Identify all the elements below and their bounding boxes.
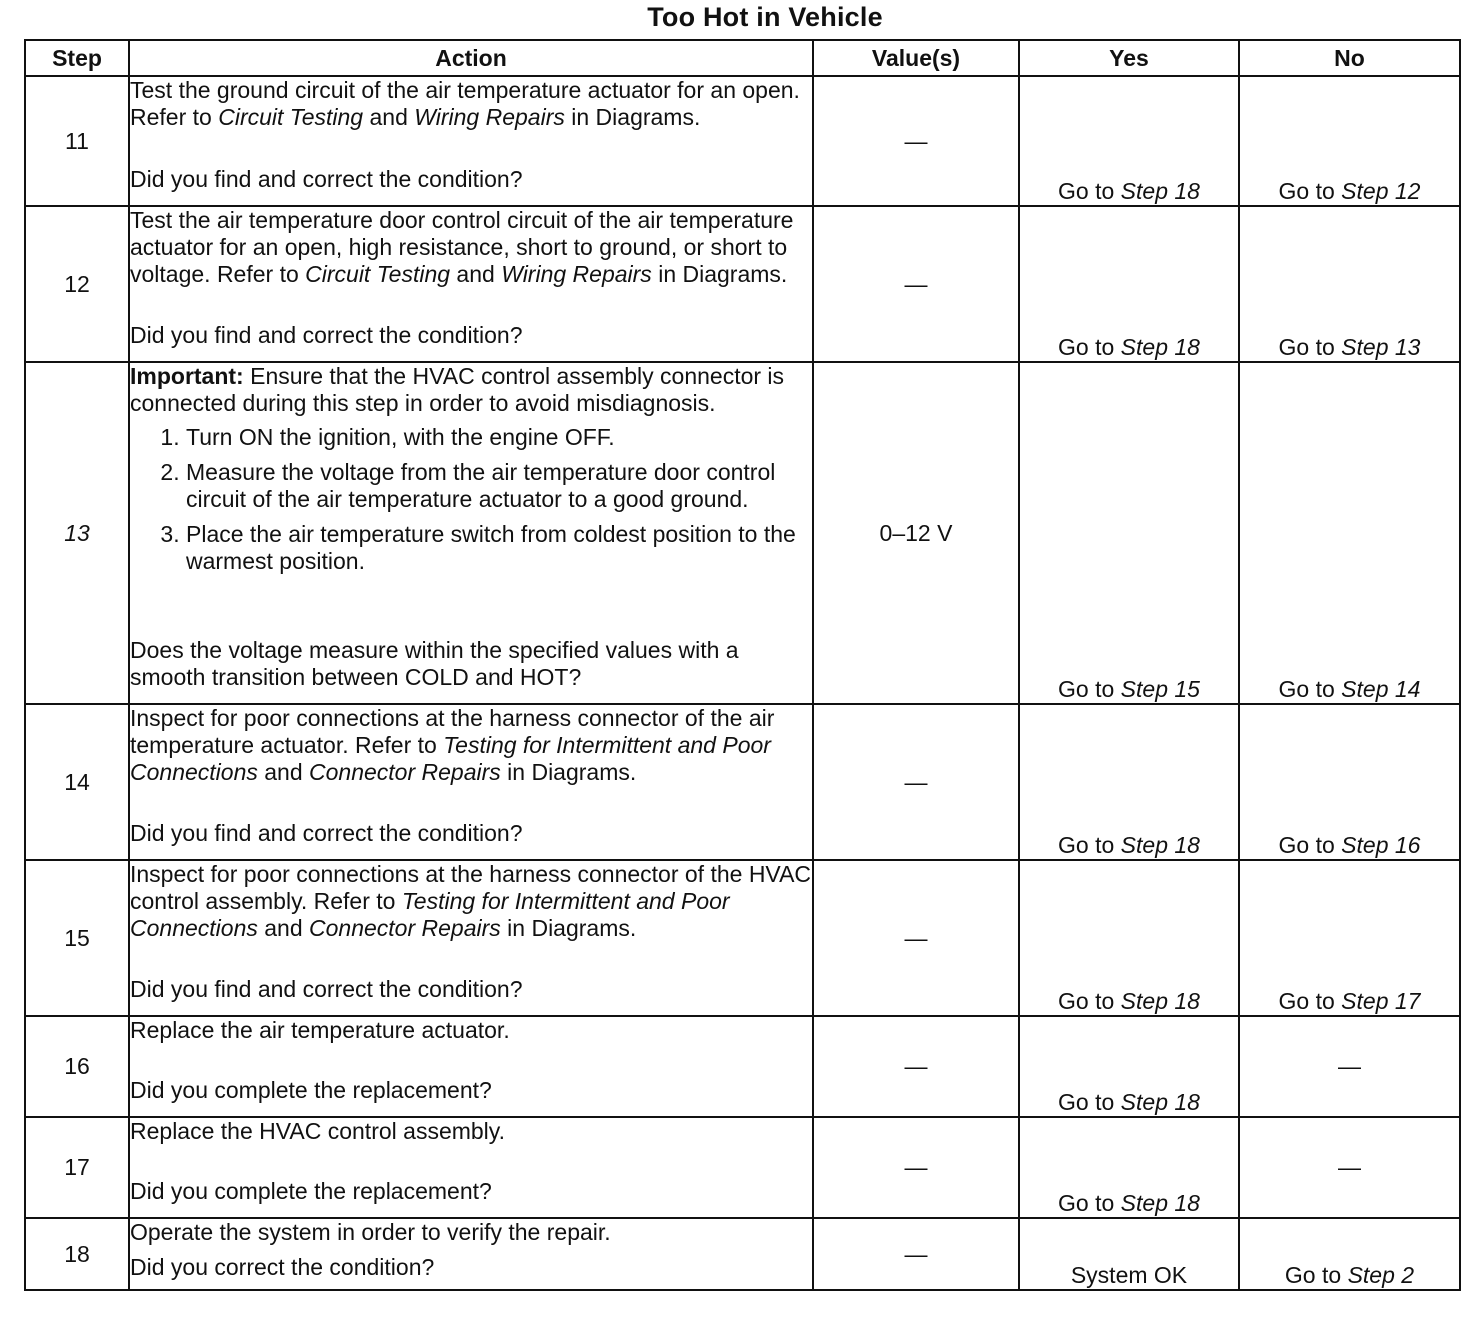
value-cell: — bbox=[813, 704, 1019, 860]
no-cell: Go to Step 12 bbox=[1239, 76, 1460, 206]
reference-connector-repairs: Connector Repairs bbox=[309, 759, 501, 785]
procedure-step: 3. Place the air temperature switch from coldest position to the warmest position. bbox=[186, 521, 812, 575]
action-cell bbox=[129, 704, 813, 860]
yes-cell: Go to Step 15 bbox=[1019, 362, 1239, 704]
yes-cell: Go to Step 18 bbox=[1019, 76, 1239, 206]
action-question: Did you find and correct the condition? bbox=[130, 976, 523, 1002]
goto-step-link: Step 2 bbox=[1347, 1262, 1415, 1288]
reference-testing-intermittent: Testing for Intermittent and Poor Connections bbox=[130, 888, 730, 941]
value-cell: — bbox=[813, 1016, 1019, 1117]
no-cell: Go to Step 14 bbox=[1239, 362, 1460, 704]
value-cell: — bbox=[813, 1117, 1019, 1218]
value-cell: — bbox=[813, 860, 1019, 1016]
yes-cell: Go to Step 18 bbox=[1019, 1016, 1239, 1117]
action-cell bbox=[129, 1016, 813, 1117]
important-label: Important: bbox=[130, 363, 244, 389]
table-row-step-14 bbox=[25, 704, 1460, 860]
goto-step-link: Step 17 bbox=[1341, 988, 1421, 1014]
yes-cell: Go to Step 18 bbox=[1019, 206, 1239, 362]
step-number: 16 bbox=[25, 1016, 129, 1117]
goto-step-link: Step 18 bbox=[1120, 832, 1200, 858]
step-number: 14 bbox=[25, 704, 129, 860]
action-question: Did you find and correct the condition? bbox=[130, 820, 523, 846]
action-text: Replace the air temperature actuator. bbox=[130, 1017, 510, 1043]
no-cell: — bbox=[1239, 1016, 1460, 1117]
procedure-step: 1. Turn ON the ignition, with the engine OFF. bbox=[186, 424, 812, 451]
table-row-step-15 bbox=[25, 860, 1460, 1016]
no-cell: Go to Step 2 bbox=[1239, 1218, 1460, 1290]
table-row-step-18 bbox=[25, 1218, 1460, 1290]
header-action: Action bbox=[129, 40, 813, 76]
action-text: Operate the system in order to verify the repair. bbox=[130, 1219, 611, 1245]
goto-step-link: Step 14 bbox=[1341, 676, 1421, 702]
action-text: Inspect for poor connections at the harness connector of the air temperature actuator. Refer to Testing for Intermittent and Poor Connections and Connector Repairs in Diagrams. bbox=[130, 705, 775, 785]
no-cell: — bbox=[1239, 1117, 1460, 1218]
action-cell bbox=[129, 362, 813, 704]
header-no: No bbox=[1239, 40, 1460, 76]
step-number: 18 bbox=[25, 1218, 129, 1290]
action-text: Test the ground circuit of the air temperature actuator for an open. Refer to Circuit Testing and Wiring Repairs in Diagrams. bbox=[130, 77, 800, 130]
no-cell: Go to Step 17 bbox=[1239, 860, 1460, 1016]
goto-step-link: Step 13 bbox=[1341, 334, 1421, 360]
step-number: 12 bbox=[25, 206, 129, 362]
goto-step-link: Step 16 bbox=[1341, 832, 1421, 858]
reference-connector-repairs: Connector Repairs bbox=[309, 915, 501, 941]
value-cell: — bbox=[813, 1218, 1019, 1290]
action-cell bbox=[129, 1117, 813, 1218]
procedure-list bbox=[130, 424, 812, 575]
action-cell bbox=[129, 76, 813, 206]
yes-cell: Go to Step 18 bbox=[1019, 1117, 1239, 1218]
reference-testing-intermittent: Testing for Intermittent and Poor Connections bbox=[130, 732, 771, 785]
action-text: Replace the HVAC control assembly. bbox=[130, 1118, 505, 1144]
action-question: Did you find and correct the condition? bbox=[130, 166, 523, 192]
goto-step-link: Step 18 bbox=[1120, 178, 1200, 204]
reference-circuit-testing: Circuit Testing bbox=[218, 104, 364, 130]
header-step: Step bbox=[25, 40, 129, 76]
action-question: Did you correct the condition? bbox=[130, 1254, 435, 1280]
goto-step-link: Step 18 bbox=[1120, 988, 1200, 1014]
no-cell: Go to Step 13 bbox=[1239, 206, 1460, 362]
important-note: Important: Ensure that the HVAC control assembly connector is connected during this step in order to avoid misdiagnosis. bbox=[130, 363, 785, 416]
step-number: 15 bbox=[25, 860, 129, 1016]
table-row-step-17 bbox=[25, 1117, 1460, 1218]
header-values: Value(s) bbox=[813, 40, 1019, 76]
goto-step-link: Step 18 bbox=[1120, 1089, 1200, 1115]
yes-cell: Go to Step 18 bbox=[1019, 860, 1239, 1016]
action-question: Does the voltage measure within the specified values with a smooth transition between COLD and HOT? bbox=[130, 637, 739, 690]
step-number: 11 bbox=[25, 76, 129, 206]
table-row-step-12 bbox=[25, 206, 1460, 362]
reference-wiring-repairs: Wiring Repairs bbox=[414, 104, 565, 130]
goto-step-link: Step 12 bbox=[1341, 178, 1421, 204]
goto-step-link: Step 18 bbox=[1120, 1190, 1200, 1216]
procedure-step: 2. Measure the voltage from the air temperature door control circuit of the air temperature actuator to a good ground. bbox=[186, 459, 812, 513]
diagnostic-table bbox=[24, 39, 1461, 1291]
value-cell: — bbox=[813, 206, 1019, 362]
header-row bbox=[25, 40, 1460, 76]
header-yes: Yes bbox=[1019, 40, 1239, 76]
table-row-step-13 bbox=[25, 362, 1460, 704]
yes-cell: System OK bbox=[1019, 1218, 1239, 1290]
goto-step-link: Step 18 bbox=[1120, 334, 1200, 360]
table-row-step-16 bbox=[25, 1016, 1460, 1117]
no-cell: Go to Step 16 bbox=[1239, 704, 1460, 860]
action-question: Did you complete the replacement? bbox=[130, 1178, 492, 1204]
reference-circuit-testing: Circuit Testing bbox=[305, 261, 451, 287]
action-text: Test the air temperature door control circuit of the air temperature actuator for an open, high resistance, short to ground, or short to voltage. Refer to Circuit Testing and Wiring Repairs in Diagrams. bbox=[130, 207, 794, 287]
goto-step-link: Step 15 bbox=[1120, 676, 1200, 702]
action-question: Did you complete the replacement? bbox=[130, 1077, 492, 1103]
value-cell: 0–12 V bbox=[813, 362, 1019, 704]
value-cell: — bbox=[813, 76, 1019, 206]
step-number: 17 bbox=[25, 1117, 129, 1218]
action-question: Did you find and correct the condition? bbox=[130, 322, 523, 348]
action-cell bbox=[129, 206, 813, 362]
step-number: 13 bbox=[25, 362, 129, 704]
reference-wiring-repairs: Wiring Repairs bbox=[501, 261, 652, 287]
table-row-step-11 bbox=[25, 76, 1460, 206]
action-cell bbox=[129, 1218, 813, 1290]
action-cell bbox=[129, 860, 813, 1016]
action-text: Inspect for poor connections at the harness connector of the HVAC control assembly. Refer to Testing for Intermittent and Poor Connections and Connector Repairs in Diagrams. bbox=[130, 861, 812, 941]
page-title: Too Hot in Vehicle bbox=[647, 2, 883, 32]
yes-cell: Go to Step 18 bbox=[1019, 704, 1239, 860]
